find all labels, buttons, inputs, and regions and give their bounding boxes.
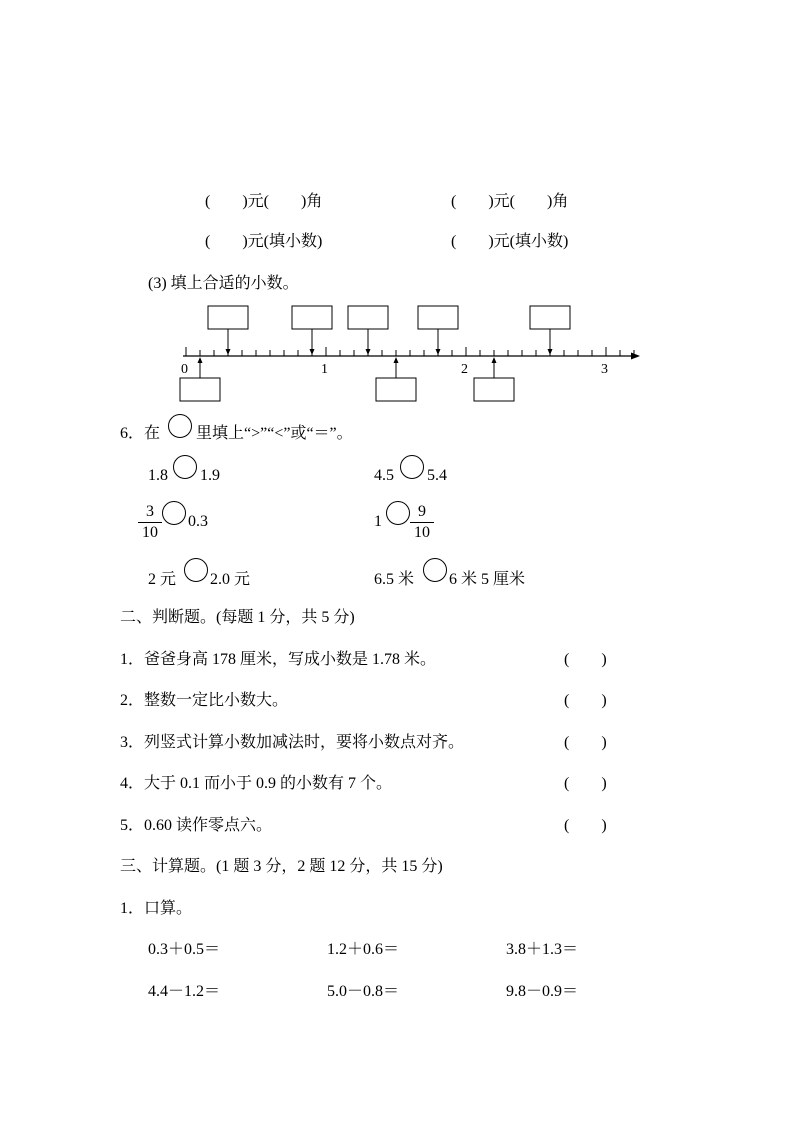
compare-circle-icon[interactable] [423, 558, 447, 582]
compare-circle-icon[interactable] [162, 501, 186, 525]
number-line-label-2: 2 [461, 362, 468, 377]
q6-item-1-right: 1.9 [200, 467, 220, 484]
answer-box [348, 306, 388, 329]
judge-item-3: 3．列竖式计算小数加减法时，要将小数点对齐。 [120, 734, 465, 751]
answer-box [474, 378, 514, 401]
judge-item-4: 4．大于 0.1 而小于 0.9 的小数有 7 个。 [120, 775, 393, 792]
money-row-2-left: ( )元(填小数) [205, 233, 323, 250]
q6-item-2-right: 5.4 [427, 467, 447, 484]
oral-problem-5: 5.0－0.8＝ [327, 983, 400, 1000]
arrow-down-icon [548, 349, 553, 355]
number-line-label-3: 3 [601, 362, 608, 377]
section3-title: 三、计算题。(1 题 3 分，2 题 12 分，共 15 分) [120, 858, 443, 875]
compare-circle-icon[interactable] [400, 455, 424, 479]
q6-item-5-left: 2 元 [148, 571, 177, 588]
arrow-up-icon [492, 357, 497, 363]
answer-box [418, 306, 458, 329]
part3-title: (3) 填上合适的小数。 [148, 275, 299, 292]
q6-title: 6．在 [120, 425, 161, 442]
number-line-label-0: 0 [181, 362, 188, 377]
answer-box [208, 306, 248, 329]
judge-item-5: 5．0.60 读作零点六。 [120, 817, 273, 834]
q6-item-3-right: 0.3 [188, 513, 208, 530]
q6-item-3-fraction [138, 502, 162, 543]
q6-item-4-fraction [410, 502, 434, 543]
q6-item-4-left: 1 [374, 513, 382, 530]
number-line [0, 0, 794, 420]
compare-circle-icon[interactable] [184, 558, 208, 582]
arrow-down-icon [436, 349, 441, 355]
judge-answer-bracket-2[interactable]: ( ) [564, 692, 607, 709]
answer-box [530, 306, 570, 329]
q6-title-circle-icon [168, 414, 192, 438]
money-row-2-right: ( )元(填小数) [451, 233, 569, 250]
answer-box [180, 378, 220, 401]
money-row-1-left: ( )元( )角 [205, 193, 323, 210]
arrow-up-icon [198, 357, 203, 363]
judge-item-2: 2．整数一定比小数大。 [120, 692, 289, 709]
compare-circle-icon[interactable] [173, 455, 197, 479]
judge-answer-bracket-3[interactable]: ( ) [564, 734, 607, 751]
oral-problem-4: 4.4－1.2＝ [148, 983, 221, 1000]
arrow-right-icon [631, 353, 640, 360]
q6-item-5-right: 2.0 元 [210, 571, 251, 588]
q6-item-6-left: 6.5 米 [374, 571, 415, 588]
answer-box [292, 306, 332, 329]
q6-item-1-left: 1.8 [148, 467, 168, 484]
oral-problem-1: 0.3＋0.5＝ [148, 941, 221, 958]
judge-answer-bracket-4[interactable]: ( ) [564, 775, 607, 792]
fraction-numerator: 9 [410, 502, 434, 523]
fraction-denominator: 10 [142, 524, 158, 541]
section3-sub1: 1．口算。 [120, 900, 193, 917]
number-line-label-1: 1 [321, 362, 328, 377]
arrow-down-icon [366, 349, 371, 355]
compare-circle-icon[interactable] [386, 501, 410, 525]
judge-answer-bracket-1[interactable]: ( ) [564, 651, 607, 668]
judge-answer-bracket-5[interactable]: ( ) [564, 817, 607, 834]
answer-box [376, 378, 416, 401]
q6-item-2-left: 4.5 [374, 467, 394, 484]
arrow-down-icon [310, 349, 315, 355]
judge-item-1: 1．爸爸身高 178 厘米，写成小数是 1.78 米。 [120, 651, 437, 668]
fraction-numerator: 3 [138, 502, 162, 523]
oral-problem-3: 3.8＋1.3＝ [506, 941, 579, 958]
oral-problem-6: 9.8－0.9＝ [506, 983, 579, 1000]
fraction-denominator: 10 [414, 524, 430, 541]
arrow-down-icon [226, 349, 231, 355]
q6-title-rest: 里填上“>”“<”或“＝”。 [196, 425, 353, 442]
section2-title: 二、判断题。(每题 1 分，共 5 分) [120, 609, 355, 626]
oral-problem-2: 1.2＋0.6＝ [327, 941, 400, 958]
money-row-1-right: ( )元( )角 [451, 193, 569, 210]
q6-item-6-right: 6 米 5 厘米 [449, 571, 526, 588]
arrow-up-icon [394, 357, 399, 363]
